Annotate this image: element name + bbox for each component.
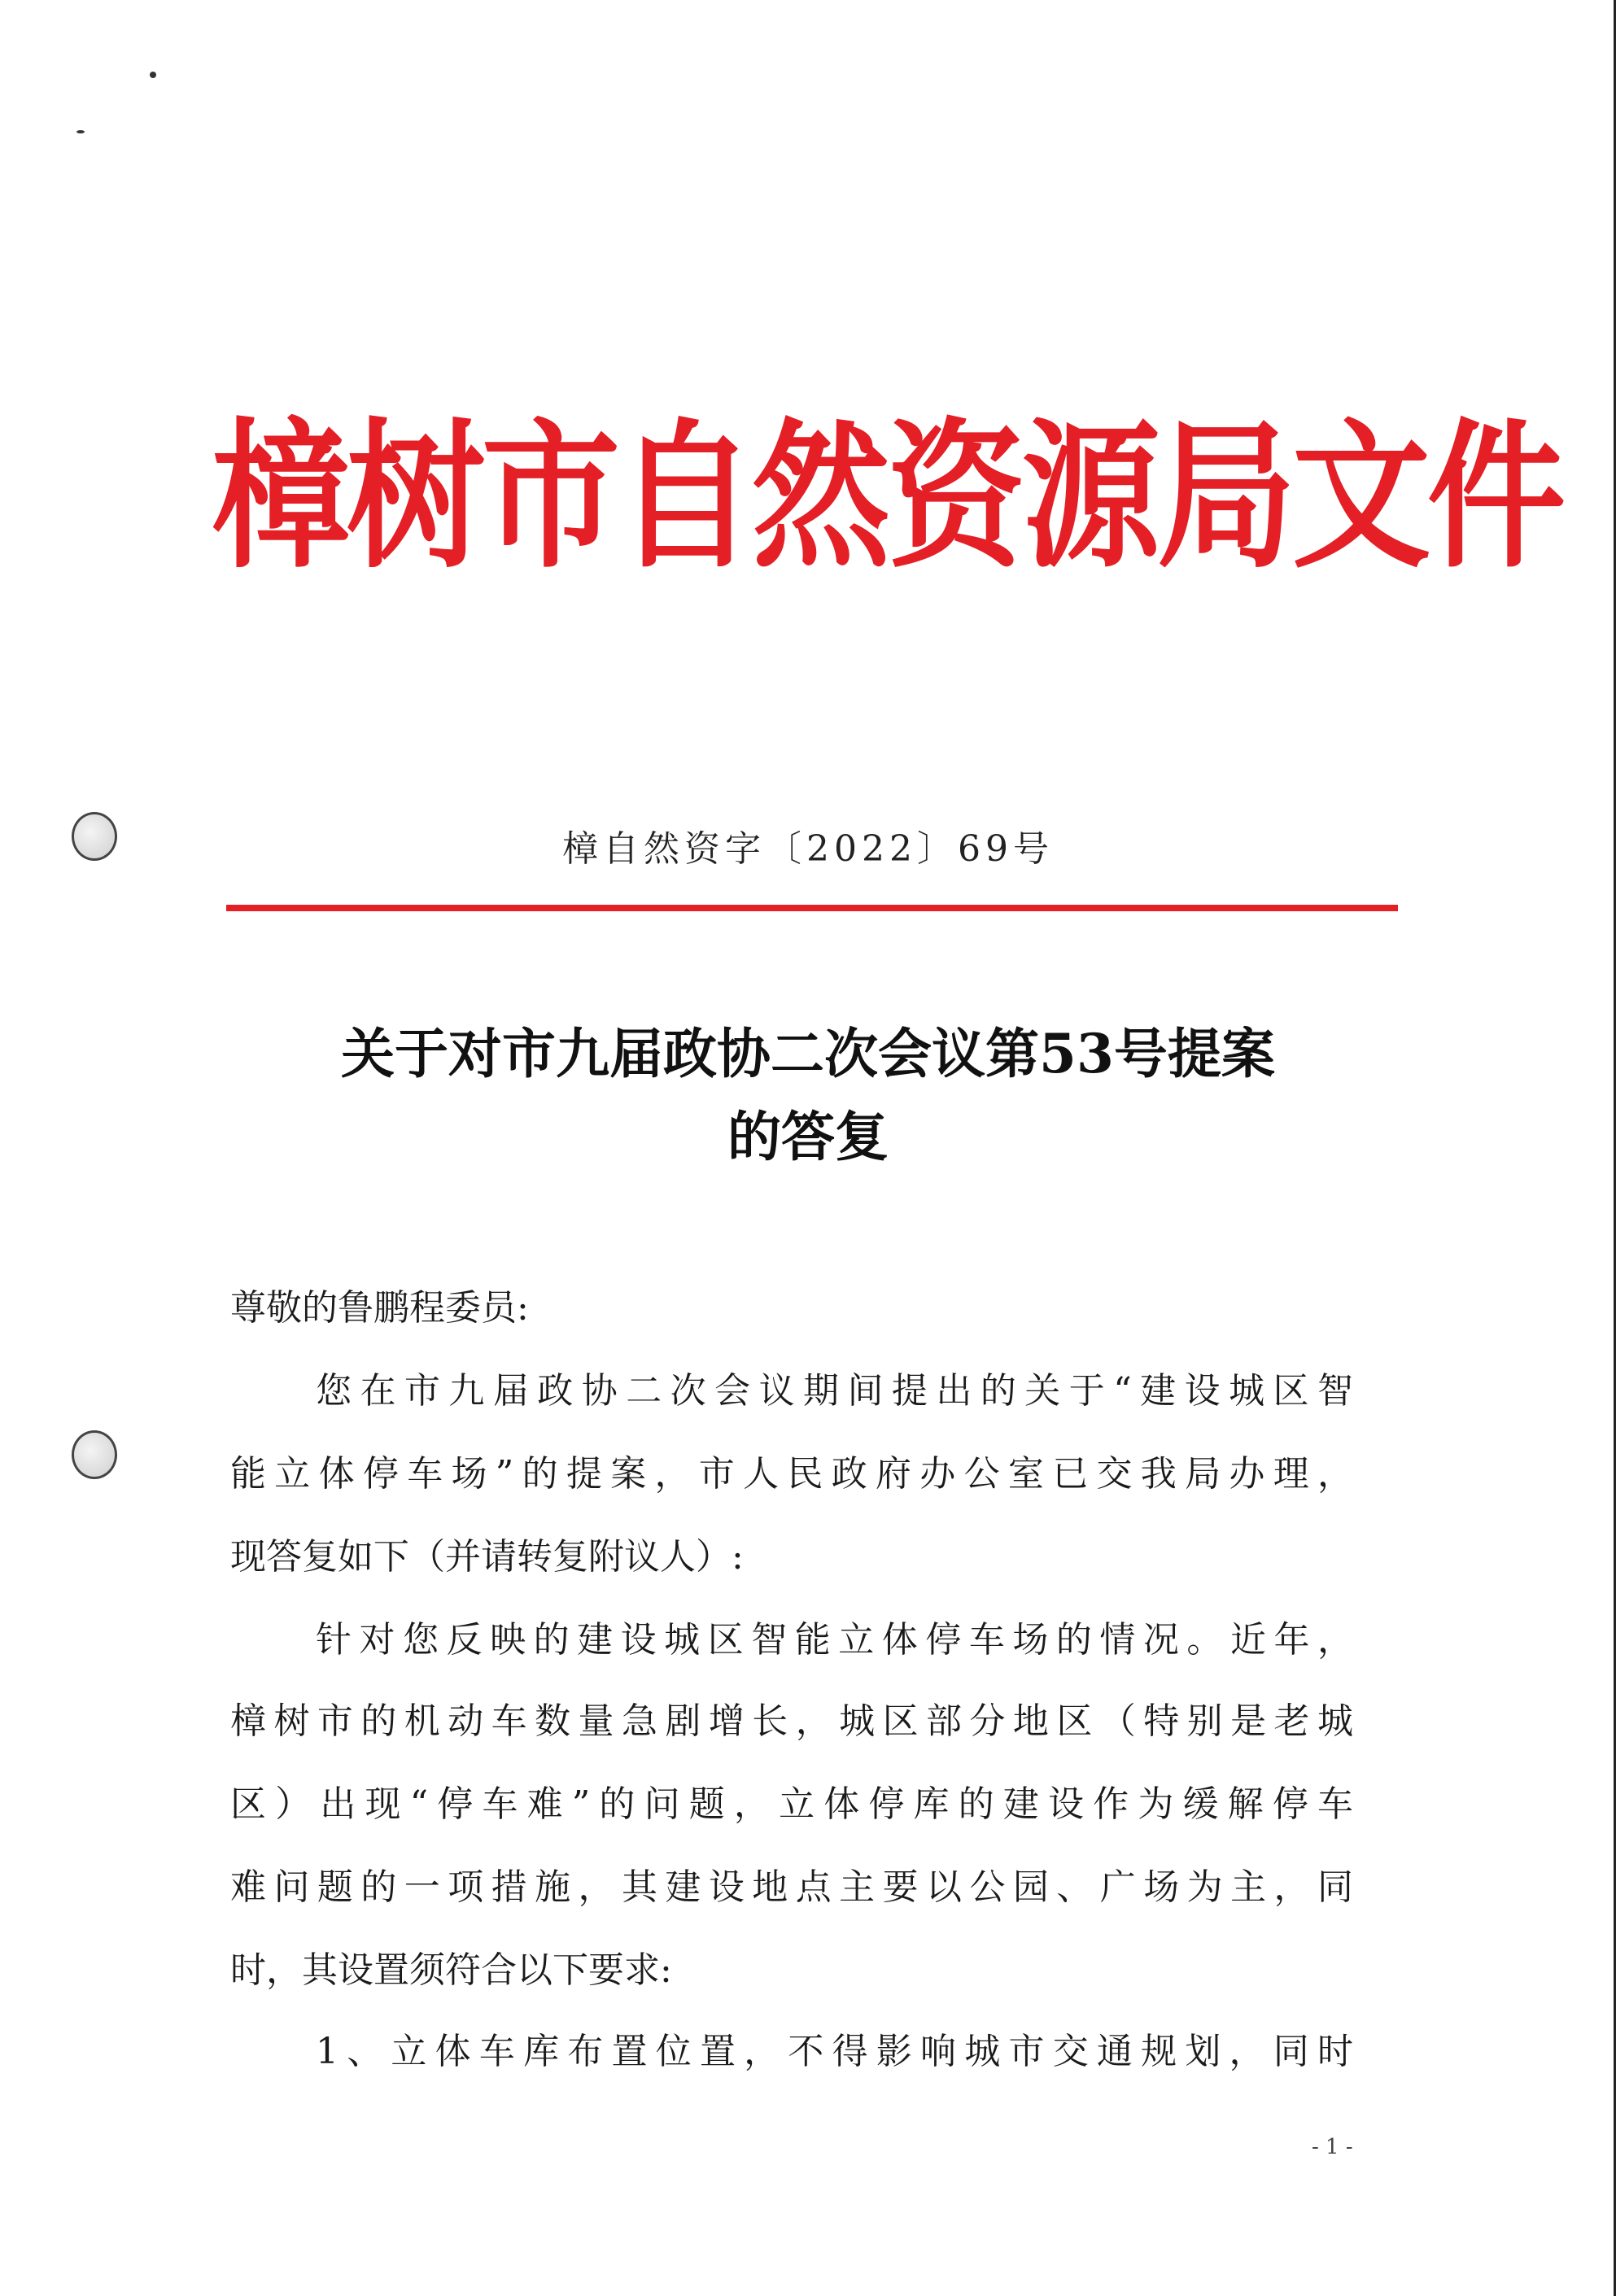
paragraph-1-line-3: 现答复如下（并请转复附议人）: (230, 1536, 744, 1578)
punch-hole (72, 1430, 117, 1479)
document-title-line-2: 的答复 (727, 1105, 889, 1168)
red-divider-rule (226, 905, 1398, 911)
page-number: - 1 - (1312, 2135, 1353, 2159)
document-title-line-1: 关于对市九届政协二次会议第53号提案 (341, 1022, 1275, 1085)
salutation: 尊敬的鲁鹏程委员: (230, 1287, 529, 1329)
paragraph-1-line-1: 您在市九届政协二次会议期间提出的关于“建设城区智 (316, 1370, 1353, 1412)
paragraph-2-line-2: 樟树市的机动车数量急剧增长，城区部分地区（特别是老城 (230, 1700, 1353, 1742)
scan-speck (150, 72, 156, 78)
paragraph-3-line-1: 1、立体车库布置位置，不得影响城市交通规划，同时 (316, 2031, 1353, 2072)
document-number: 樟自然资字〔2022〕69号 (562, 828, 1054, 870)
paragraph-2-line-4: 难问题的一项措施，其建设地点主要以公园、广场为主，同 (230, 1866, 1353, 1908)
paragraph-2-line-1: 针对您反映的建设城区智能立体停车场的情况。近年， (316, 1619, 1353, 1661)
scan-speck (76, 130, 85, 133)
paragraph-2-line-5: 时，其设置须符合以下要求: (230, 1949, 672, 1991)
masthead-title: 樟树市自然资源局文件 (212, 410, 1563, 587)
paragraph-1-line-2: 能立体停车场”的提案，市人民政府办公室已交我局办理， (230, 1453, 1353, 1495)
paragraph-2-line-3: 区）出现“停车难”的问题，立体停库的建设作为缓解停车 (230, 1783, 1353, 1825)
